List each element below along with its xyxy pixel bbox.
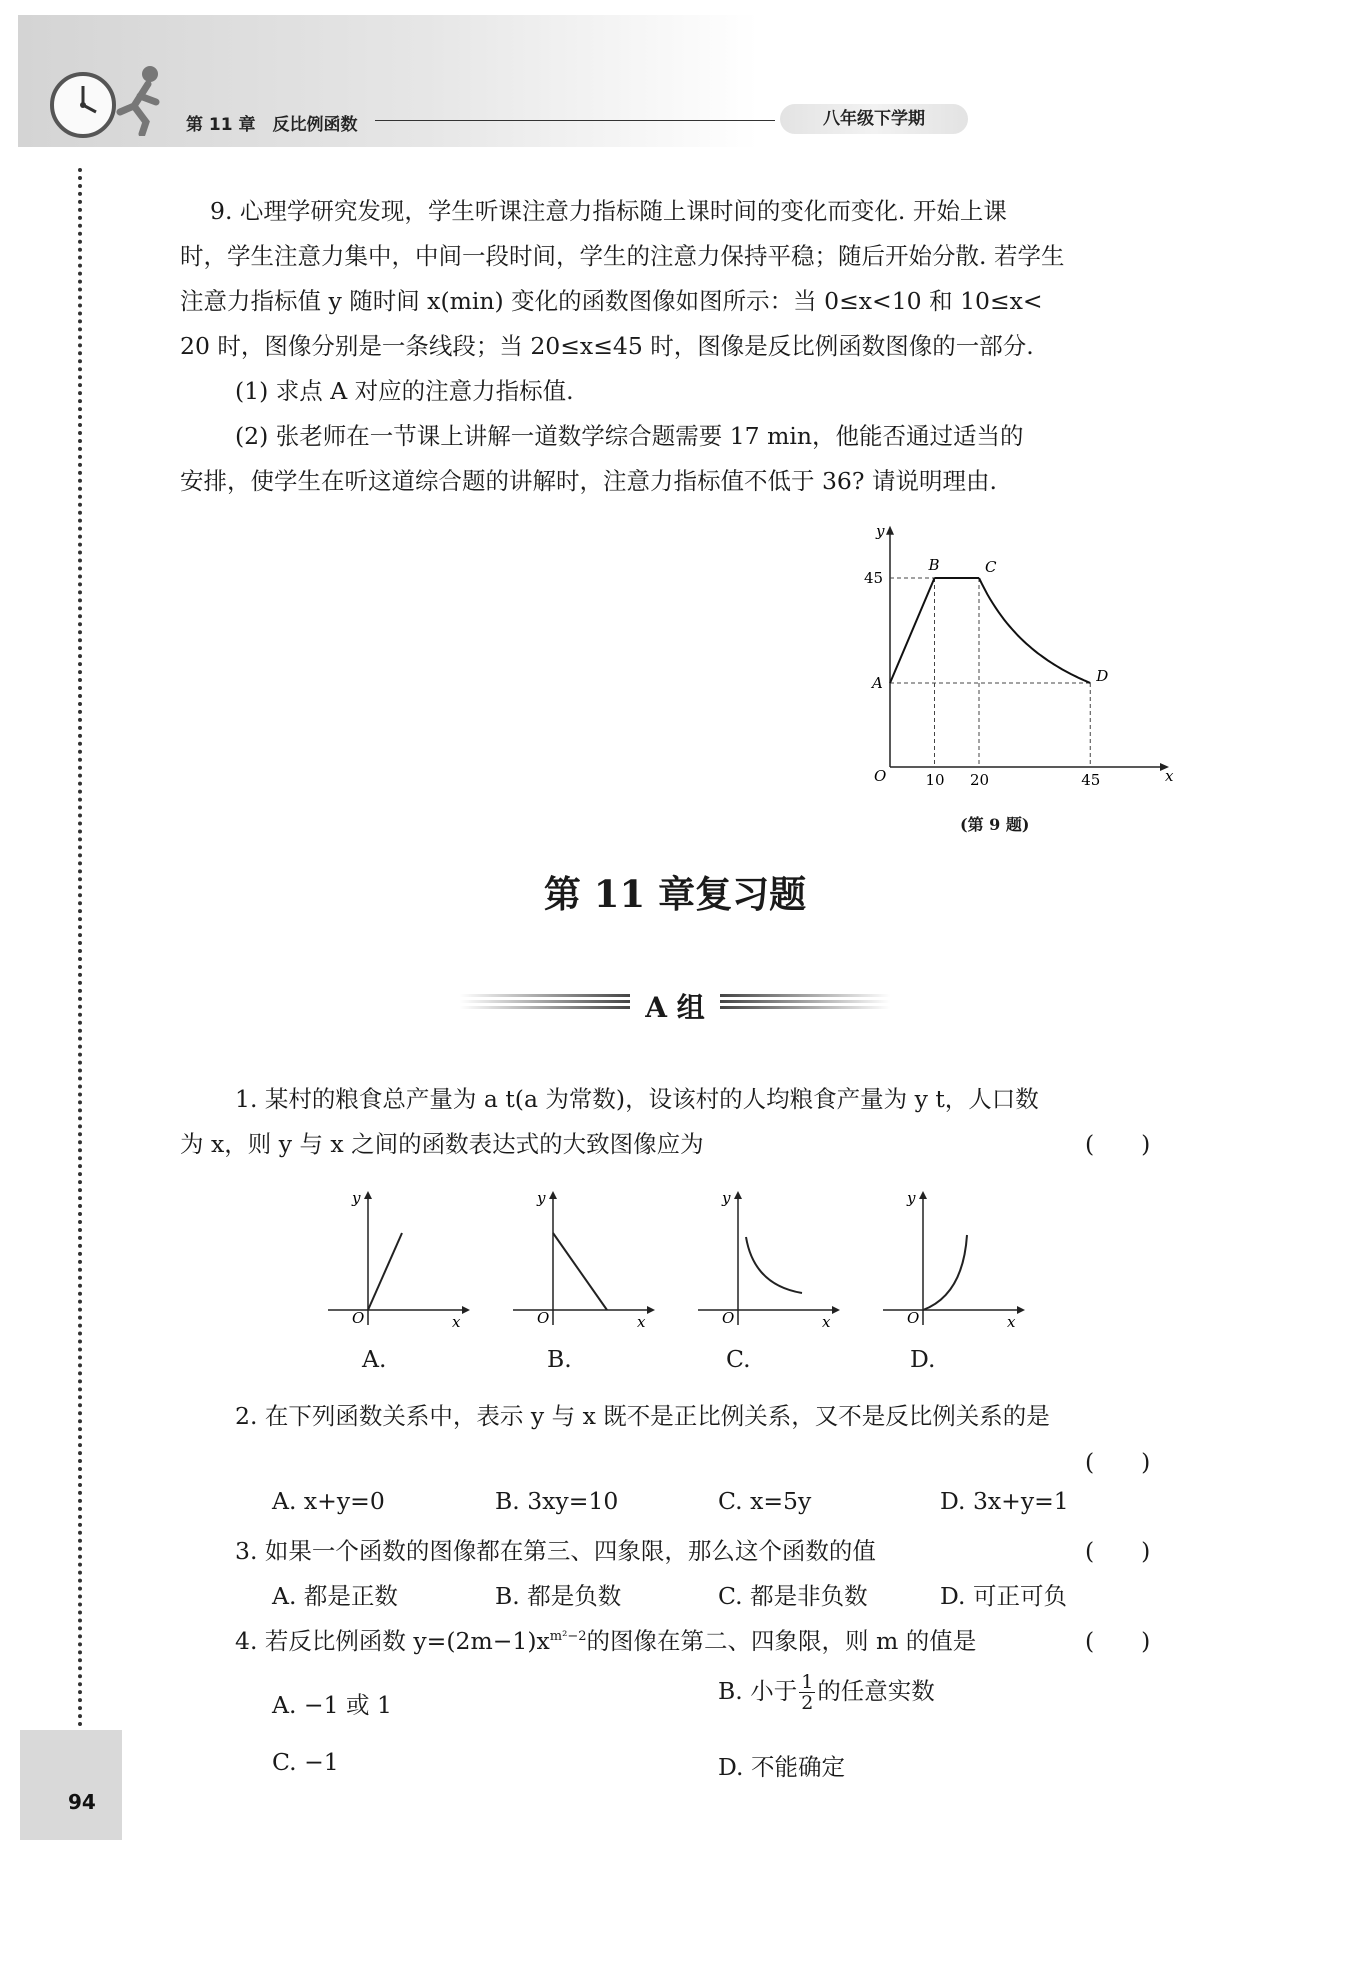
q4-answer-bracket: ( ) xyxy=(1085,1627,1151,1655)
q3-option-c: C. 都是非负数 xyxy=(718,1582,868,1610)
q1-d-ylabel: y xyxy=(907,1189,916,1207)
runner-icon xyxy=(112,62,172,136)
q1-c-origin: O xyxy=(722,1309,735,1327)
q4-text-before: 4. 若反比例函数 y=(2m−1)x xyxy=(235,1627,550,1655)
q1-a-origin: O xyxy=(352,1309,365,1327)
q2-text: 2. 在下列函数关系中，表示 y 与 x 既不是正比例关系，又不是反比例关系的是 xyxy=(235,1402,1050,1430)
q9-line-2: 时，学生注意力集中，中间一段时间，学生的注意力保持平稳；随后开始分散. 若学生 xyxy=(180,242,1065,270)
q1-answer-bracket: ( ) xyxy=(1085,1130,1151,1158)
q2-option-b: B. 3xy=10 xyxy=(495,1487,619,1515)
q9-figure xyxy=(850,515,1180,800)
q9-point-D: D xyxy=(1096,667,1109,685)
group-title: A 组 xyxy=(645,991,705,1024)
q9-line-3: 注意力指标值 y 随时间 x(min) 变化的函数图像如图所示：当 0≤x<10 和 10≤x< xyxy=(180,287,1043,315)
q9-tick-x-20: 20 xyxy=(970,771,990,789)
q1-line-1: 1. 某村的粮食总产量为 a t(a 为常数)，设该村的人均粮食产量为 y t，人口数 xyxy=(235,1085,1039,1113)
q9-subq-2: (2) 张老师在一节课上讲解一道数学综合题需要 17 min，他能否通过适当的 xyxy=(235,422,1024,450)
q4-option-a: A. −1 或 1 xyxy=(272,1691,392,1719)
q4-option-b xyxy=(718,1672,935,1713)
q4-text-after: 的图像在第二、四象限，则 m 的值是 xyxy=(586,1627,977,1655)
q9-origin-label: O xyxy=(874,767,887,785)
q1-d-origin: O xyxy=(907,1309,920,1327)
q1-b-origin: O xyxy=(537,1309,550,1327)
q9-tick-x-45: 45 xyxy=(1081,771,1101,789)
q3-option-b: B. 都是负数 xyxy=(495,1582,622,1610)
q2-option-d: D. 3x+y=1 xyxy=(940,1487,1069,1515)
q9-point-B: B xyxy=(928,556,940,574)
q4-option-b-after: 的任意实数 xyxy=(817,1677,935,1705)
q9-curve xyxy=(890,578,1090,683)
q2-option-c: C. x=5y xyxy=(718,1487,812,1515)
q9-tick-y-45: 45 xyxy=(864,569,884,587)
q1-option-c-label: C. xyxy=(726,1345,751,1373)
q1-graph-c xyxy=(690,1185,850,1335)
q1-a-ylabel: y xyxy=(352,1189,361,1207)
q9-caption: (第 9 题) xyxy=(960,815,1030,834)
q3-answer-bracket: ( ) xyxy=(1085,1537,1151,1565)
q9-tick-x-10: 10 xyxy=(925,771,945,789)
q1-graph-a xyxy=(320,1185,480,1335)
q4-fraction-denominator: 2 xyxy=(801,1692,814,1714)
page-number: 94 xyxy=(68,1790,96,1814)
q9-guides xyxy=(890,578,1090,767)
q1-option-a-label: A. xyxy=(362,1345,387,1373)
q1-option-b-label: B. xyxy=(547,1345,572,1373)
q9-segment-CD xyxy=(979,578,1090,683)
q4-half-fraction xyxy=(799,1672,815,1713)
q4-option-d: D. 不能确定 xyxy=(718,1753,845,1781)
q9-point-A: A xyxy=(872,674,883,692)
q1-line-2: 为 x，则 y 与 x 之间的函数表达式的大致图像应为 xyxy=(180,1130,704,1158)
q1-graph-d xyxy=(875,1185,1035,1335)
q2-answer-bracket: ( ) xyxy=(1085,1448,1151,1476)
q9-line-1: 9. 心理学研究发现，学生听课注意力指标随上课时间的变化而变化. 开始上课 xyxy=(210,197,1007,225)
q4-option-b-before: B. 小于 xyxy=(718,1677,798,1705)
q9-subq-1: (1) 求点 A 对应的注意力指标值. xyxy=(235,377,574,405)
q1-c-xlabel: x xyxy=(822,1313,831,1331)
compass-clock-icon xyxy=(50,72,116,138)
q2-option-a: A. x+y=0 xyxy=(272,1487,385,1515)
q9-point-C: C xyxy=(985,558,997,576)
q1-c-ylabel: y xyxy=(722,1189,731,1207)
q9-line-4: 20 时，图像分别是一条线段；当 20≤x≤45 时，图像是反比例函数图像的一部分. xyxy=(180,332,1034,360)
q1-a-xlabel: x xyxy=(452,1313,461,1331)
q3-text: 3. 如果一个函数的图像都在第三、四象限，那么这个函数的值 xyxy=(235,1537,876,1565)
review-title: 第 11 章复习题 xyxy=(543,872,807,916)
q9-y-label: y xyxy=(876,521,885,540)
q9-labels xyxy=(864,522,1174,789)
q9-x-label: x xyxy=(1165,767,1174,785)
q9-line-7: 安排，使学生在听这道综合题的讲解时，注意力指标值不低于 36? 请说明理由. xyxy=(180,467,997,495)
q4-text xyxy=(235,1622,976,1656)
grade-label: 八年级下学期 xyxy=(780,104,968,134)
header-rule xyxy=(375,120,775,121)
q3-option-a: A. 都是正数 xyxy=(272,1582,398,1610)
q1-graph-b xyxy=(505,1185,665,1335)
q4-fraction-numerator: 1 xyxy=(801,1671,814,1693)
binding-dots xyxy=(78,168,82,1728)
q1-d-xlabel: x xyxy=(1007,1313,1016,1331)
q1-b-ylabel: y xyxy=(537,1189,546,1207)
q9-segment-AB xyxy=(890,578,935,683)
q4-exponent: m²−2 xyxy=(549,1629,587,1645)
chapter-label: 第 11 章 反比例函数 xyxy=(186,115,358,135)
q9-y-arrow xyxy=(886,526,894,535)
page-number-box xyxy=(20,1730,122,1840)
q3-option-d: D. 可正可负 xyxy=(940,1582,1067,1610)
q4-option-c: C. −1 xyxy=(272,1748,339,1776)
q1-option-d-label: D. xyxy=(910,1345,936,1373)
q1-b-xlabel: x xyxy=(637,1313,646,1331)
